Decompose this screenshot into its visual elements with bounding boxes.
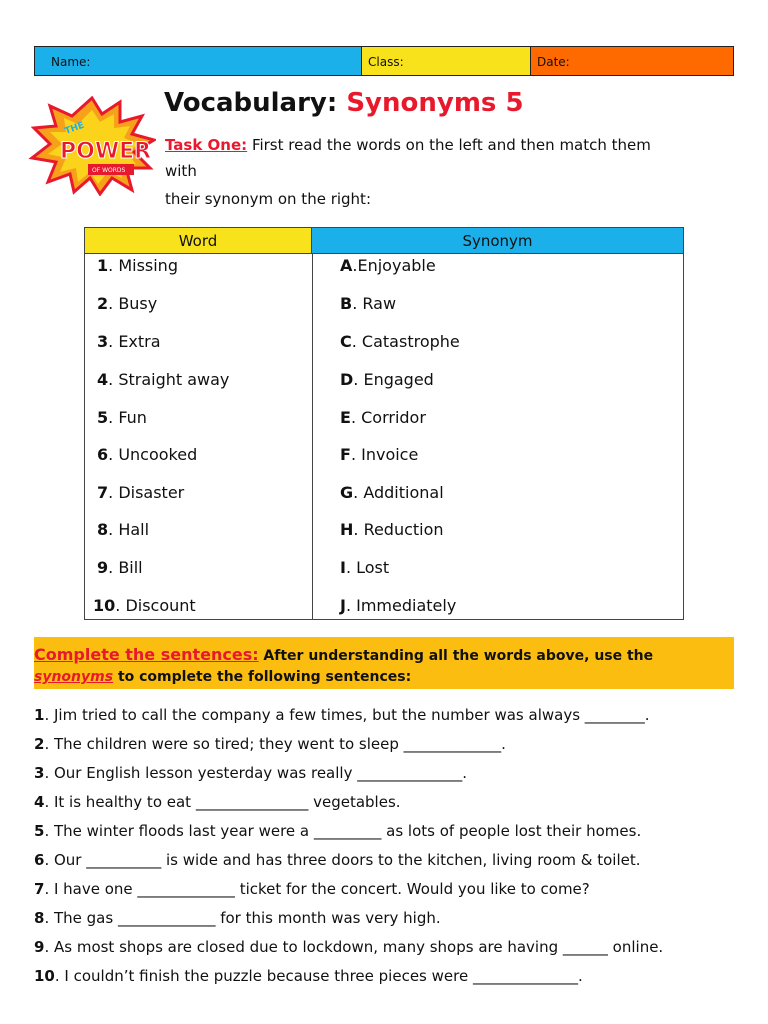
- title-prefix: Vocabulary:: [164, 88, 338, 118]
- date-label: Date:: [537, 55, 570, 69]
- synonyms-word: synonyms: [34, 669, 114, 685]
- synonym-item: C. Catastrophe: [340, 332, 460, 351]
- synonym-item: G. Additional: [340, 483, 444, 502]
- name-label: Name:: [51, 55, 91, 69]
- synonym-item: I. Lost: [340, 558, 390, 577]
- word-item: 8. Hall: [97, 520, 150, 539]
- synonym-column-header: Synonym: [312, 228, 683, 254]
- synonym-item: J. Immediately: [340, 596, 457, 615]
- sentence-item[interactable]: 3. Our English lesson yesterday was really ______________.: [34, 764, 467, 782]
- sentence-item[interactable]: 6. Our __________ is wide and has three doors to the kitchen, living room & toilet.: [34, 851, 641, 869]
- name-field[interactable]: [35, 47, 362, 75]
- synonym-item: H. Reduction: [340, 520, 444, 539]
- sentence-item[interactable]: 1. Jim tried to call the company a few times, but the number was always ________.: [34, 706, 650, 724]
- word-item: 10. Discount: [93, 596, 196, 615]
- sentence-item[interactable]: 9. As most shops are closed due to lockdown, many shops are having ______ online.: [34, 938, 664, 956]
- student-info-bar: [34, 46, 734, 76]
- class-field[interactable]: [362, 47, 531, 75]
- synonym-item: B. Raw: [340, 294, 397, 313]
- power-of-words-logo: [28, 96, 156, 196]
- task-line3: their synonym on the right:: [165, 190, 371, 208]
- task-line2: with: [165, 162, 197, 180]
- page-title: [164, 88, 524, 118]
- synonym-item: F. Invoice: [340, 445, 419, 464]
- word-item: 2. Busy: [97, 294, 158, 313]
- complete-label: Complete the sentences:: [34, 645, 259, 664]
- sentence-item[interactable]: 4. It is healthy to eat _______________ vegetables.: [34, 793, 401, 811]
- sentence-item[interactable]: 7. I have one _____________ ticket for the concert. Would you like to come?: [34, 880, 590, 898]
- sentence-item[interactable]: 10. I couldn’t finish the puzzle because three pieces were ______________.: [34, 967, 583, 985]
- word-item: 7. Disaster: [97, 483, 185, 502]
- complete-text1: After understanding all the words above, use the: [263, 648, 654, 664]
- task-label: Task One:: [165, 136, 248, 154]
- logo-main-text: POWER: [60, 139, 152, 164]
- logo-bottom-text: OF WORDS: [92, 167, 126, 174]
- word-item: 1. Missing: [97, 256, 178, 275]
- synonym-item: A.Enjoyable: [340, 256, 436, 275]
- synonym-item: D. Engaged: [340, 370, 434, 389]
- task-instructions: [165, 132, 740, 208]
- logo-top-text: THE: [63, 120, 86, 137]
- word-item: 4. Straight away: [97, 370, 230, 389]
- word-item: 6. Uncooked: [97, 445, 198, 464]
- word-item: 9. Bill: [97, 558, 143, 577]
- sentence-item[interactable]: 2. The children were so tired; they went to sleep _____________.: [34, 735, 506, 753]
- synonym-item: E. Corridor: [340, 408, 426, 427]
- column-divider: [312, 254, 313, 619]
- word-item: 3. Extra: [97, 332, 161, 351]
- word-synonym-table: [84, 227, 684, 620]
- complete-text2: to complete the following sentences:: [117, 669, 412, 685]
- complete-sentences-banner: [34, 637, 734, 689]
- date-field[interactable]: [531, 47, 733, 75]
- sentence-item[interactable]: 5. The winter floods last year were a _________ as lots of people lost their homes.: [34, 822, 642, 840]
- word-item: 5. Fun: [97, 408, 147, 427]
- word-column-header: Word: [85, 228, 312, 254]
- sentence-item[interactable]: 8. The gas _____________ for this month was very high.: [34, 909, 441, 927]
- title-accent: Synonyms 5: [346, 88, 524, 118]
- class-label: Class:: [368, 55, 404, 69]
- task-line1: First read the words on the left and then match them: [251, 136, 651, 154]
